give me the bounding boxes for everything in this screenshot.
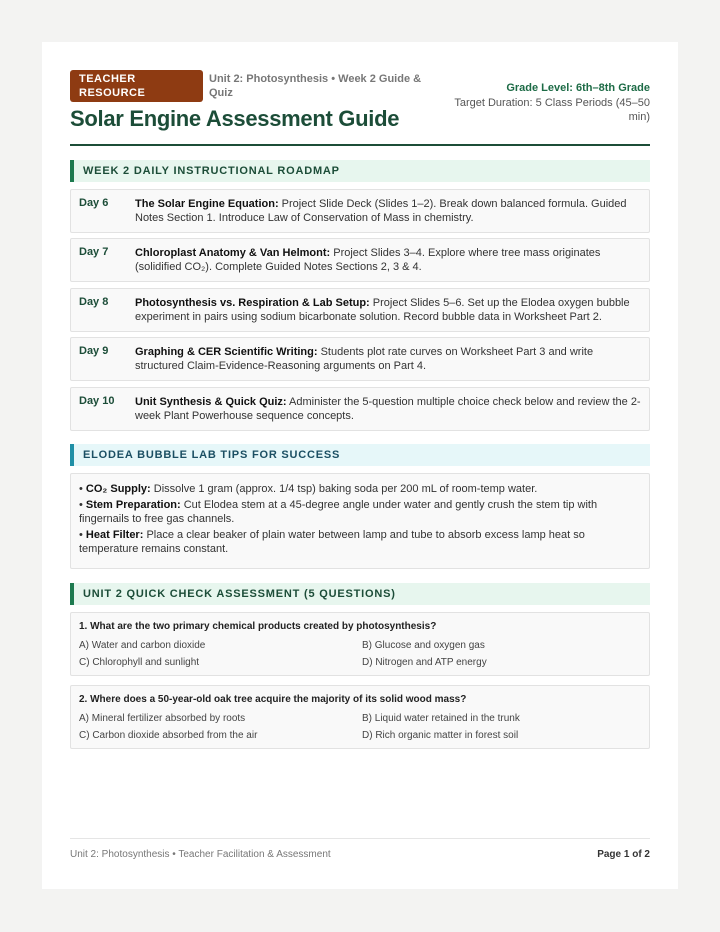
answer-option-d: D) Rich organic matter in forest soil [362, 730, 519, 741]
lab-tips-heading: ELODEA BUBBLE LAB TIPS FOR SUCCESS [70, 444, 650, 466]
answer-option-d: D) Nitrogen and ATP energy [362, 657, 487, 668]
badge-line-1: TEACHER [79, 73, 136, 85]
target-duration [440, 96, 650, 124]
day-row [70, 288, 650, 332]
day-body: Project Slide Deck (Slides 1–2). Break down balanced formula. Guided Notes Section 1. Introduce Law of Conservation of Mass in chemistry. [135, 198, 627, 224]
day-description [135, 296, 643, 324]
day-title: Photosynthesis vs. Respiration & Lab Setup: [135, 297, 370, 309]
tip-item: • Stem Preparation: Cut Elodea stem at a 45-degree angle under water and gently crush the stem tip with fingernails to free gas channels. [79, 499, 598, 525]
day-description [135, 197, 643, 225]
duration-line-2: min) [628, 111, 650, 123]
answer-option-b: B) Liquid water retained in the trunk [362, 713, 520, 724]
quiz-heading: UNIT 2 QUICK CHECK ASSESSMENT (5 QUESTIONS) [70, 583, 650, 605]
tip-text: Dissolve 1 gram (approx. 1/4 tsp) baking soda per 200 mL of room-temp water. [150, 483, 538, 495]
day-description [135, 345, 643, 373]
day-row [70, 189, 650, 233]
tip-title: CO₂ Supply: [85, 483, 151, 495]
tip-title: Heat Filter: [85, 529, 144, 541]
day-description [135, 395, 643, 423]
day-title: The Solar Engine Equation: [135, 198, 279, 210]
day-label: Day 7 [79, 246, 109, 258]
day-title: Graphing & CER Scientific Writing: [135, 346, 318, 358]
tip-item: • CO₂ Supply: Dissolve 1 gram (approx. 1/4 tsp) baking soda per 200 mL of room-temp water. [79, 483, 538, 495]
tip-text: Cut Elodea stem at a 45-degree angle under water and gently crush the stem tip with fingernails to free gas channels. [79, 499, 598, 525]
day-label: Day 8 [79, 296, 109, 308]
tip-text: Place a clear beaker of plain water between lamp and tube to absorb excess lamp heat so temperature remains constant. [79, 529, 585, 555]
unit-line-1: Unit 2: Photosynthesis • Week 2 Guide & [209, 73, 422, 85]
day-title: Unit Synthesis & Quick Quiz: [135, 396, 287, 408]
page-number: Page 1 of 2 [597, 849, 650, 860]
day-body: Project Slides 3–4. Explore where tree mass originates (solidified CO₂). Complete Guided Notes Sections 2, 3 & 4. [135, 247, 601, 273]
tip-item: • Heat Filter: Place a clear beaker of plain water between lamp and tube to absorb excess lamp heat so temperature remains constant. [79, 529, 585, 555]
unit-subtitle [209, 72, 424, 100]
page-footer [70, 838, 650, 860]
answer-option-a: A) Mineral fertilizer absorbed by roots [79, 713, 246, 724]
question-text: 2. Where does a 50-year-old oak tree acquire the majority of its solid wood mass? [79, 694, 467, 705]
document-page [42, 42, 678, 889]
day-row [70, 238, 650, 282]
answer-option-c: C) Carbon dioxide absorbed from the air [79, 730, 258, 741]
answer-option-b: B) Glucose and oxygen gas [362, 640, 485, 651]
quiz-question [70, 612, 650, 676]
day-label: Day 6 [79, 197, 109, 209]
day-title: Chloroplast Anatomy & Van Helmont: [135, 247, 331, 259]
day-body: Students plot rate curves on Worksheet Part 3 and write structured Claim-Evidence-Reasoning arguments on Part 4. [135, 346, 594, 372]
page-title: Solar Engine Assessment Guide [70, 106, 400, 131]
roadmap-heading: WEEK 2 DAILY INSTRUCTIONAL ROADMAP [70, 160, 650, 182]
duration-line-1: Target Duration: 5 Class Periods (45–50 [454, 97, 650, 109]
question-text: 1. What are the two primary chemical products created by photosynthesis? [79, 621, 437, 632]
teacher-resource-badge [70, 70, 203, 102]
day-row [70, 337, 650, 381]
badge-line-2: RESOURCE [79, 87, 146, 99]
tip-title: Stem Preparation: [85, 499, 181, 511]
lab-tips-box [70, 473, 650, 569]
page-header [70, 70, 650, 146]
day-label: Day 9 [79, 345, 109, 357]
quiz-question [70, 685, 650, 749]
day-label: Day 10 [79, 395, 115, 407]
footer-unit-text: Unit 2: Photosynthesis • Teacher Facilitation & Assessment [70, 849, 331, 860]
answer-option-c: C) Chlorophyll and sunlight [79, 657, 200, 668]
day-body: Administer the 5-question multiple choice check below and review the 2-week Plant Powerhouse sequence concepts. [135, 396, 641, 422]
day-body: Project Slides 5–6. Set up the Elodea oxygen bubble experiment in pairs using sodium bicarbonate solution. Record bubble data in Worksheet Part 2. [135, 297, 630, 323]
unit-line-2: Quiz [209, 87, 233, 99]
grade-level: Grade Level: 6th–8th Grade [506, 82, 650, 94]
day-description [135, 246, 643, 274]
answer-option-a: A) Water and carbon dioxide [79, 640, 206, 651]
day-row [70, 387, 650, 431]
